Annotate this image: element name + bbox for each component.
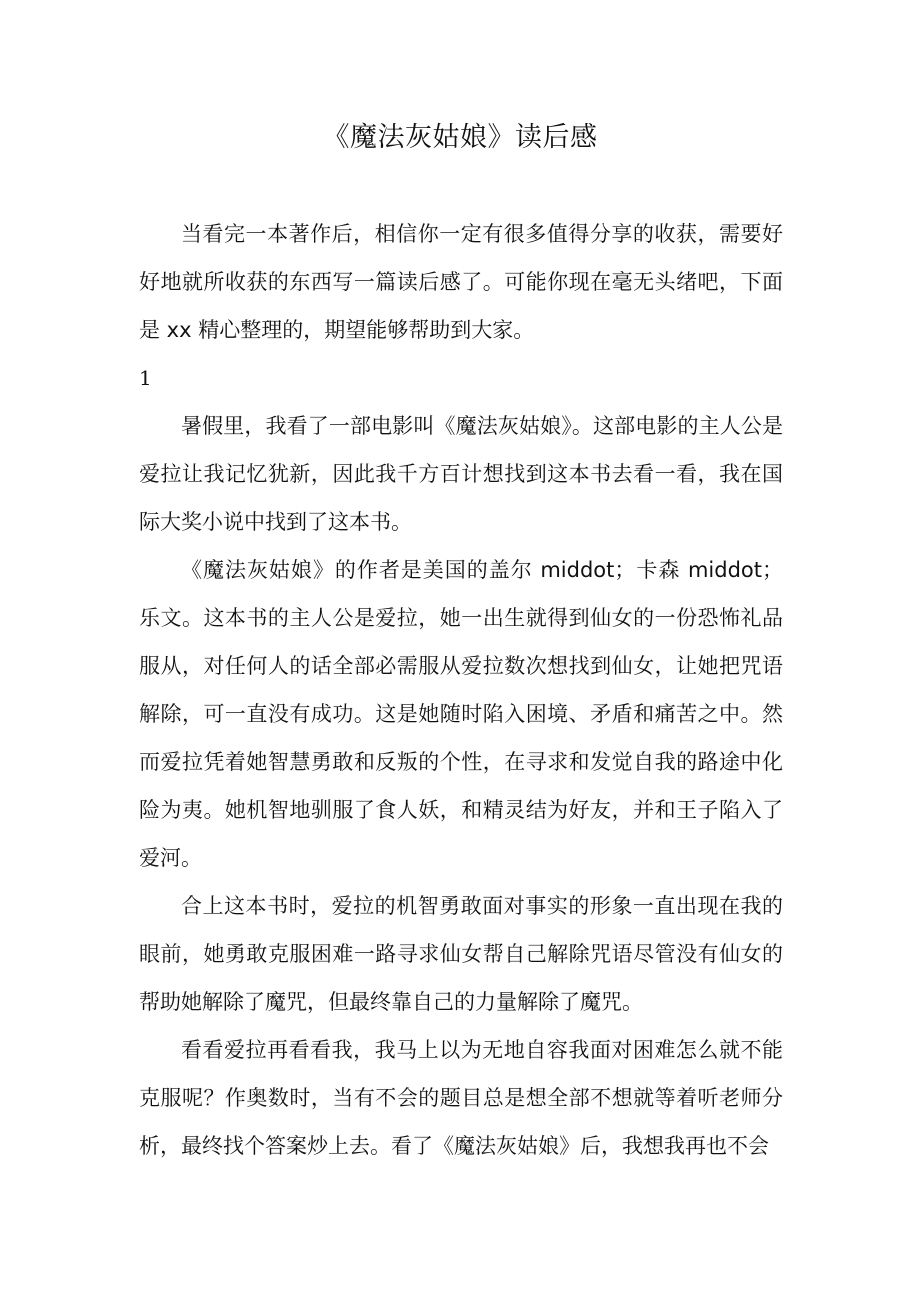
paragraph-intro: 当看完一本著作后，相信你一定有很多值得分享的收获，需要好好地就所收获的东西写一篇读后感了。可能你现在毫无头绪吧，下面是 xx 精心整理的，期望能够帮助到大家。 bbox=[139, 222, 783, 342]
paragraph-4: 看看爱拉再看看我，我马上以为无地自容我面对困难怎么就不能克服呢？作奥数时，当有不会的题目总是想全部不想就等着听老师分析，最终找个答案炒上去。看了《魔法灰姑娘》后，我想我再也不会 bbox=[139, 1038, 783, 1158]
section-number: 1 bbox=[139, 366, 152, 390]
paragraph-3: 合上这本书时，爱拉的机智勇敢面对事实的形象一直出现在我的眼前，她勇敢克服困难一路寻求仙女帮自己解除咒语尽管没有仙女的帮助她解除了魔咒，但最终靠自己的力量解除了魔咒。 bbox=[139, 894, 783, 1014]
paragraph-1: 暑假里，我看了一部电影叫《魔法灰姑娘》。这部电影的主人公是爱拉让我记忆犹新，因此我千方百计想找到这本书去看一看，我在国际大奖小说中找到了这本书。 bbox=[139, 414, 783, 534]
document-body bbox=[139, 210, 783, 1170]
paragraph-2: 《魔法灰姑娘》的作者是美国的盖尔 middot；卡森 middot；乐文。这本书的主人公是爱拉，她一出生就得到仙女的一份恐怖礼品服从，对任何人的话全部必需服从爱拉数次想找到仙女，让她把咒语解除，可一直没有成功。这是她随时陷入困境、矛盾和痛苦之中。然而爱拉凭着她智慧勇敢和反叛的个性，在寻求和发觉自我的路途中化险为夷。她机智地驯服了食人妖，和精灵结为好友，并和王子陷入了爱河。 bbox=[139, 558, 783, 870]
document-title: 《魔法灰姑娘》读后感 bbox=[322, 122, 598, 153]
